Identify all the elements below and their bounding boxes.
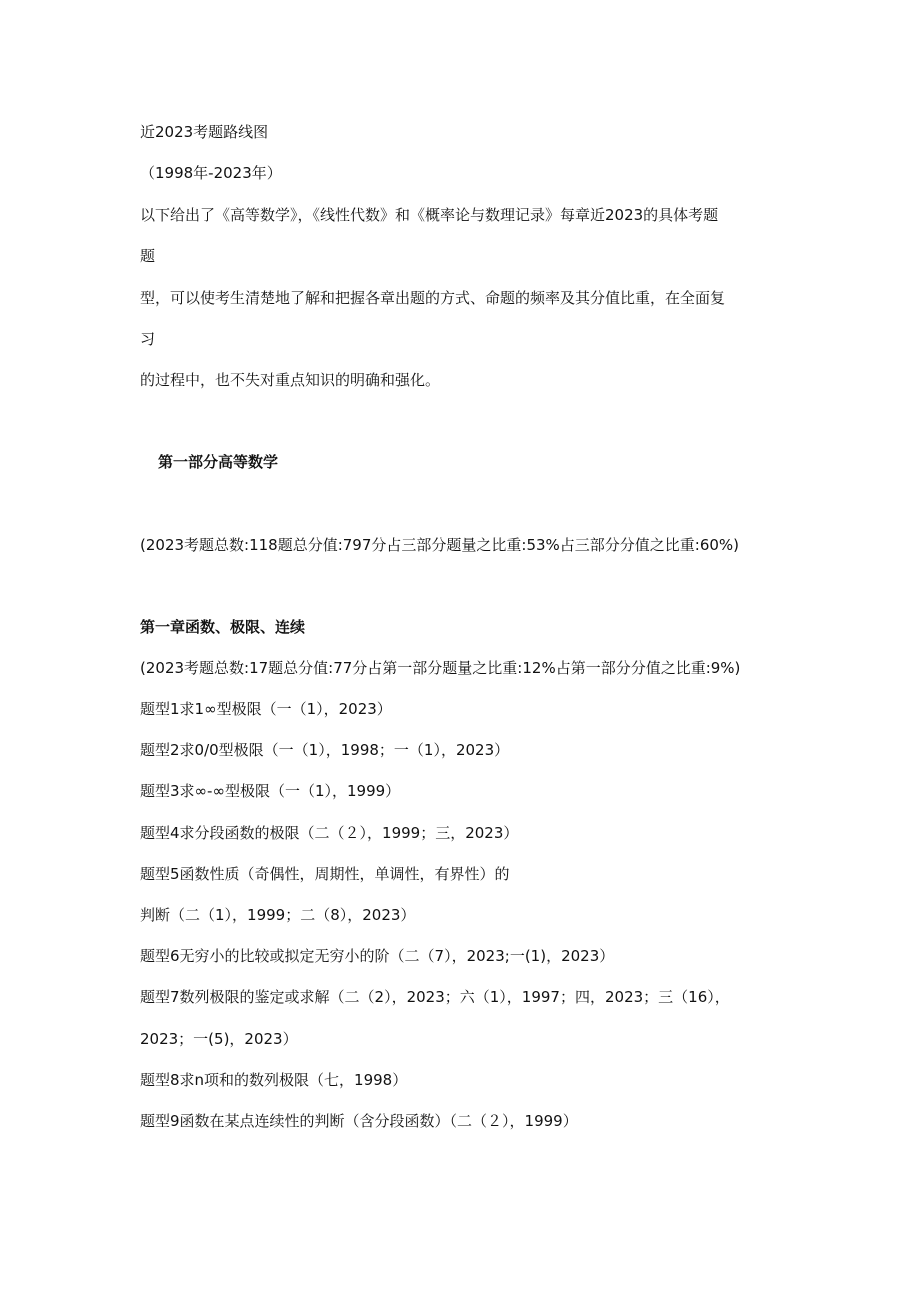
list-item: 题型8求n项和的数列极限（七，1998） <box>140 1071 408 1089</box>
list-item: 判断（二（1），1999；二（8），2023） <box>140 906 416 924</box>
chapter-stats: (2023考题总数:17题总分值:77分占第一部分题量之比重:12%占第一部分分值之比重:9%) <box>140 659 741 677</box>
list-item: 题型6无穷小的比较或拟定无穷小的阶（二（7），2023;一(1)，2023） <box>140 947 615 965</box>
list-item: 题型7数列极限的鉴定或求解（二（2），2023；六（1），1997；四，2023；三（16）， <box>140 988 730 1006</box>
doc-date-range: （1998年-2023年） <box>140 164 282 182</box>
intro-line: 题 <box>140 247 156 265</box>
list-item: 题型5函数性质（奇偶性，周期性，单调性，有界性）的 <box>140 865 510 883</box>
intro-line: 型，可以使考生清楚地了解和把握各章出题的方式、命题的频率及其分值比重，在全面复 <box>140 289 726 307</box>
list-item: 题型4求分段函数的极限（二（２），1999；三，2023） <box>140 824 519 842</box>
list-item: 题型9函数在某点连续性的判断（含分段函数）（二（２），1999） <box>140 1112 578 1130</box>
intro-line: 以下给出了《高等数学》，《线性代数》和《概率论与数理记录》每章近2023的具体考题 <box>140 206 719 224</box>
list-item: 题型2求0/0型极限（一（1），1998；一（1），2023） <box>140 741 510 759</box>
intro-line: 的过程中，也不失对重点知识的明确和强化。 <box>140 371 441 389</box>
list-item: 2023；一(5)，2023） <box>140 1030 298 1048</box>
part-stats: (2023考题总数:118题总分值:797分占三部分题量之比重:53%占三部分分值之比重:60%) <box>140 536 740 554</box>
chapter-heading: 第一章函数、极限、连续 <box>140 618 306 636</box>
list-item: 题型1求1∞型极限（一（1），2023） <box>140 700 392 718</box>
doc-title: 近2023考题路线图 <box>140 123 269 141</box>
part-heading: 第一部分高等数学 <box>158 453 279 471</box>
list-item: 题型3求∞-∞型极限（一（1），1999） <box>140 782 401 800</box>
intro-line: 习 <box>140 330 156 348</box>
